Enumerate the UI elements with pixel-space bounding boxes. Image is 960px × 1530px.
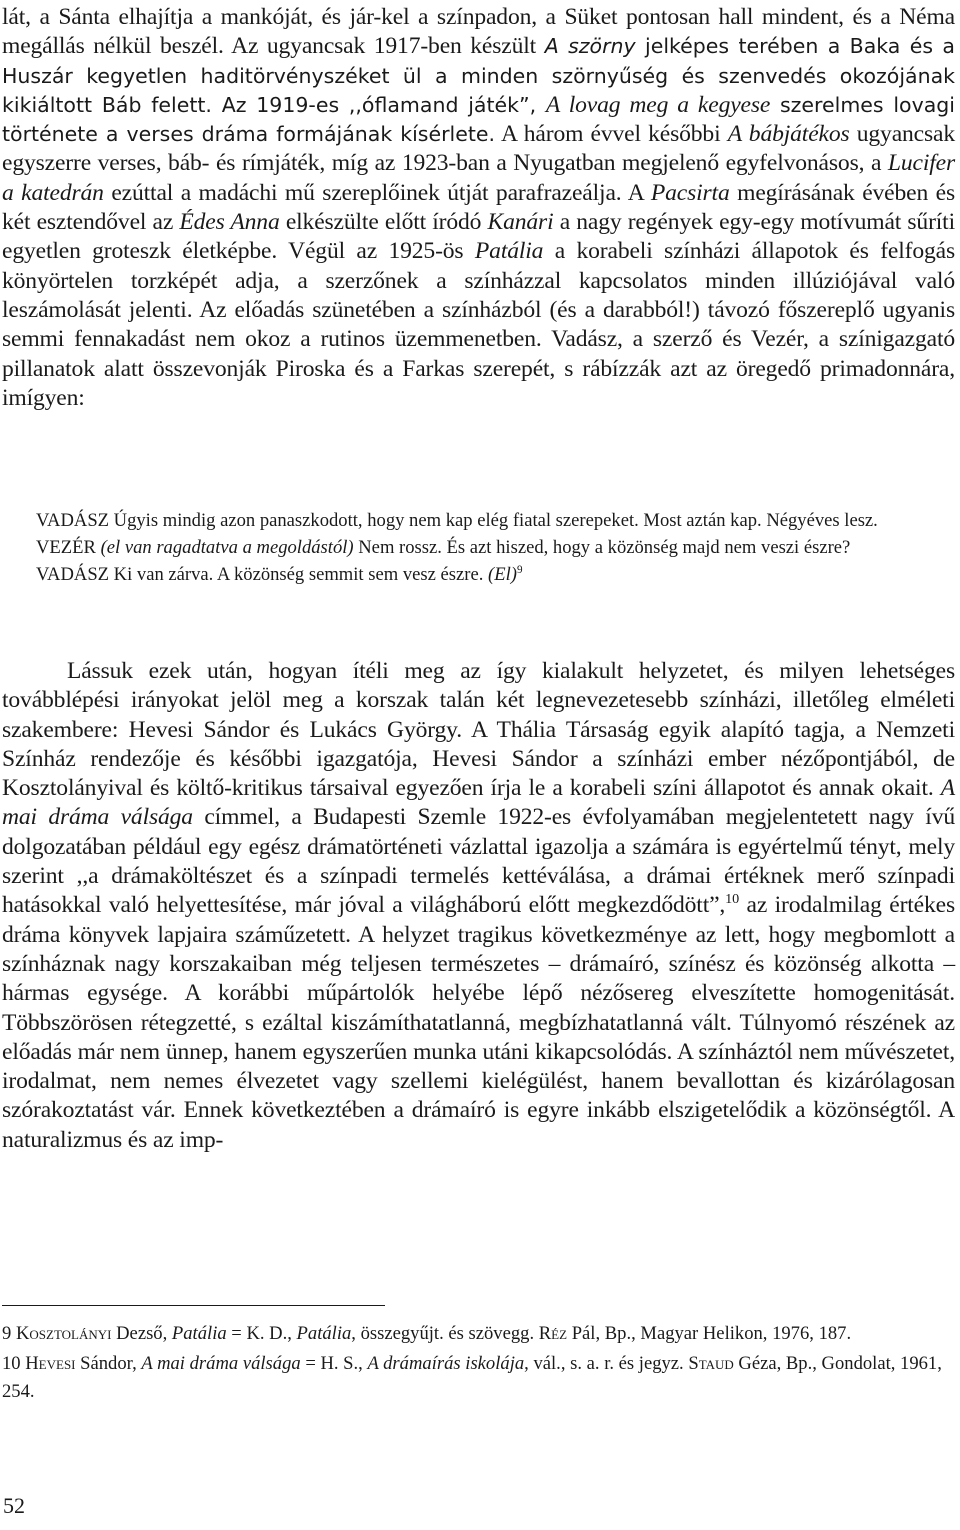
work-title: Édes Anna (179, 209, 280, 236)
paragraph-2 (2, 657, 955, 1155)
text-run: elkészülte előtt íródó (279, 209, 488, 236)
editor-name: Réz (538, 1323, 568, 1344)
text-run: = H. S., (300, 1353, 368, 1374)
text-run: megírásának évében és két esztendővel az (2, 179, 955, 236)
speaker-name: VADÁSZ (36, 564, 110, 585)
footnote-number: 10 (2, 1353, 21, 1374)
text-run: = K. D., (226, 1323, 297, 1344)
text-run: Lássuk ezek után, hogyan ítéli meg az így kialakult helyzetet, és milyen lehetséges továbblépési irányokat jelöl meg a korszak talán két legnevezetesebb színházi, illetőleg elméleti szakembere: Hevesi Sándor és Lukács György. A Thália Társaság egyik alapító tagja, a Nemzeti Színház rendezője és későbbi igazgatója, Hevesi Sándor a színházi ember nézőpontjából, de Kosztolányival és költő-kritikus társaival egyezően írja le a korabeli színi állapotot és annak okait. (2, 658, 955, 802)
text-run: Géza, Bp., Gondolat, 1961, 254. (2, 1353, 942, 1402)
dialogue-line (36, 534, 916, 561)
footnote-ref[interactable]: 9 (516, 563, 523, 576)
paragraph-continued (2, 3, 955, 413)
footnote-separator (2, 1305, 385, 1306)
text-run: a nagy regények egy-egy motívumát sűríti egyetlen groteszk életképbe. Végül az 1925-ös (2, 209, 955, 265)
speaker-name: VADÁSZ (36, 510, 110, 531)
work-title: Lucifer a katedrán (2, 150, 955, 206)
author-name: Kosztolányi (15, 1323, 112, 1344)
footnotes (2, 1320, 957, 1408)
work-title: A drámaírás iskolája (367, 1353, 525, 1374)
work-title: A szörny (544, 34, 636, 59)
dialogue-line (36, 507, 916, 534)
paragraph-2-block (2, 657, 955, 1155)
dialogue-text: Ki van zárva. A közönség semmit sem vesz észre. (109, 564, 489, 585)
text-run: Pál, Bp., Magyar Helikon, 1976, 187. (567, 1323, 852, 1344)
author-name: Hevesi (25, 1353, 76, 1374)
text-run: címmel, a Budapesti Szemle 1922-es évfolyamában megjelentetett nagy ívű dolgozatában például egy egész drámatörténeti vázlattal igazolja a számára is egyértelmű tényt, mely szerint ,,a drámaköltészet és a színpadi termelés kettéválása, a drámai értéknek merő színpadi hatásokkal való helyettesítése, már jóval a világháború előtt megkezdődött”, (2, 804, 955, 919)
work-title: Patália (296, 1323, 352, 1344)
text-run: szerelmes lovagi története a verses dráma formájának kísérlete. (2, 92, 955, 147)
work-title: Pacsirta (650, 179, 730, 206)
stage-direction: (el van ragadtatva a megoldástól) (100, 537, 354, 558)
work-title: Patália (474, 238, 544, 265)
text-run: az irodalmilag értékes dráma könyvek lapjaira száműzetett. A helyzet tragikus következménye az lett, hogy megbomlott a színháznak nagy korszakaiban még teljesen természetes – drámaíró, színész és közönség alkotta – hármas egysége. A korábbi műpártolók helyébe lépő nézősereg elveszítette homogenitását. Többszörösen rétegzetté, s ezáltal kiszámíthatatlanná, megbízhatatlanná vált. Túlnyomó részének az előadás már nem ünnep, hanem egyszerűen munka utáni kikapcsolódás. A színháztól nem művészetet, irodalmat, nem nemes élvezetet vagy szellemi kielégülést, hanem bevallottan és kizárólagosan szórakoztatást vár. Ennek következtében a drámaíró is egyre inkább elszigetelődik a közönségtől. A naturalizmus és az imp- (2, 892, 955, 1153)
text-run: ugyancsak egyszerre verses, báb- és rímjáték, míg az 1923-ban a Nyugatban megjelenő egyfelvonásos, a (2, 121, 955, 177)
speaker-name: VEZÉR (36, 537, 96, 558)
dialogue-quote (36, 507, 916, 588)
text-run: , összegyűjt. és szövegg. (351, 1323, 539, 1344)
paragraph-1 (2, 3, 955, 413)
text-run: Sándor, (75, 1353, 142, 1374)
work-title: A mai dráma válsága (2, 775, 955, 831)
footnote-9 (2, 1320, 957, 1348)
stage-direction: (El) (488, 564, 517, 585)
work-title: A lovag meg a kegyese (545, 91, 771, 118)
work-title: A mai dráma válsága (141, 1353, 301, 1374)
text-run: ezúttal a madáchi mű szereplőinek útját parafrazeálja. A (103, 179, 651, 206)
editor-name: Staud (688, 1353, 734, 1374)
text-run: Dezső, (111, 1323, 172, 1344)
page-number: 52 (3, 1493, 25, 1518)
text-run: jelképes terében a Baka és a Huszár kegyetlen haditörvényszéket ül a minden szörnyűség és szenvedés okozójának kikiáltott Báb felett. Az 1919-es ,,óflamand játék”, (2, 34, 955, 117)
text-run: a korabeli színházi állapotok és felfogás könyörtelen torzképét adja, a szerzőnek a színházzal kapcsolatos minden illúziójával való leszámolását jelenti. Az előadás szünetében a színházból (és a darabból!) távozó főszereplő ugyanis semmi fennakadást nem okoz a rutinos üzemmenetben. Vadász, a szerző és Vezér, a színigazgató pillanatok alatt összevonják Piroska és a Farkas szerepét, s rábízzák azt az öregedő primadonnára, imígyen: (2, 238, 956, 411)
text-run: , vál., s. a. r. és jegyz. (524, 1353, 689, 1374)
text-run: lát, a Sánta elhajítja a mankóját, és jár-kel a színpadon, a Süket pontosan hall mindent, és a Néma megállás nélkül beszél. Az ugyancsak 1917-ben készült (2, 4, 955, 60)
dialogue-text: Úgyis mindig azon panaszkodott, hogy nem kap elég fiatal szerepeket. Most aztán kap. Négyéves lesz. (109, 510, 878, 531)
footnote-10 (2, 1350, 957, 1406)
work-title: Patália (171, 1323, 227, 1344)
work-title: Kanári (487, 209, 554, 236)
footnote-number: 9 (2, 1323, 12, 1344)
text-run: A három évvel későbbi (495, 121, 728, 148)
dialogue-text: Nem rossz. És azt hiszed, hogy a közönség majd nem veszi észre? (353, 537, 851, 558)
footnote-ref[interactable]: 10 (725, 891, 740, 908)
dialogue-line (36, 561, 916, 588)
work-title: A bábjátékos (727, 121, 850, 148)
